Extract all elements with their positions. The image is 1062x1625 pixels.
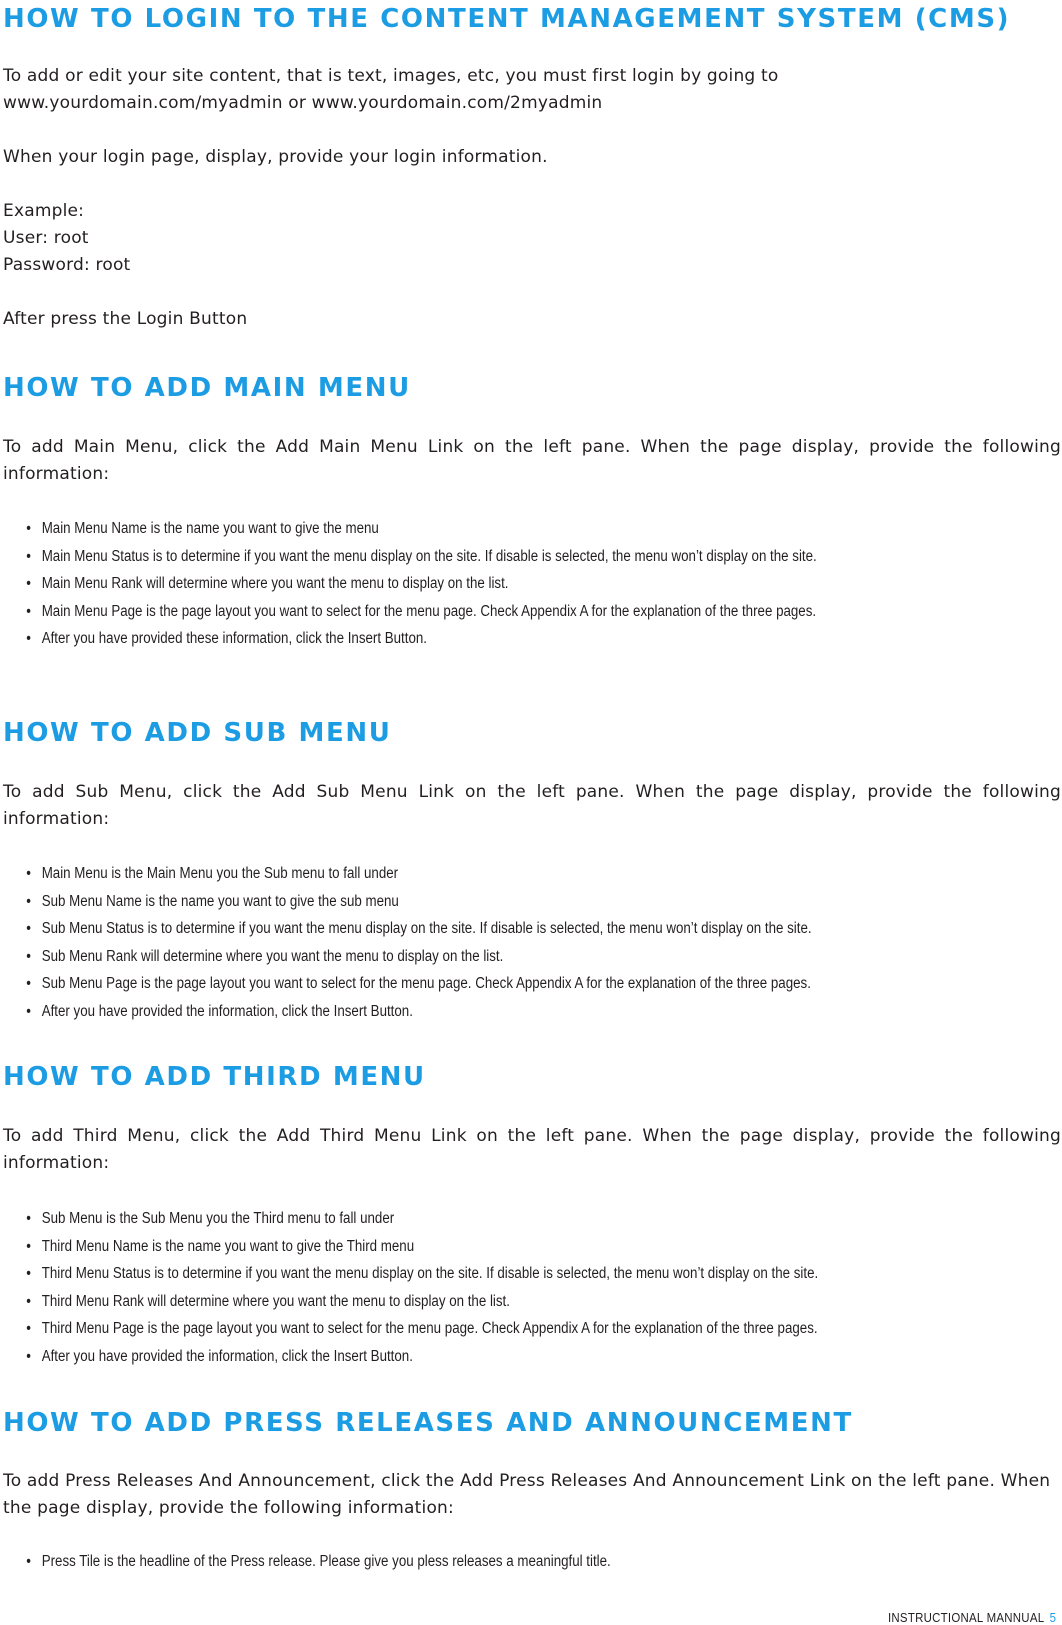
example-user: User: root (3, 228, 89, 248)
list-item: • After you have provided these information, click the Insert Button. (3, 625, 913, 653)
list-item: • Third Menu Name is the name you want to give the Third menu (3, 1233, 913, 1261)
heading-main-menu: HOW TO ADD MAIN MENU (3, 373, 411, 403)
list-item: • Sub Menu Rank will determine where you want the menu to display on the list. (3, 943, 913, 971)
list-item: • Main Menu Name is the name you want to give the menu (3, 515, 913, 543)
footer-label: INSTRUCTIONAL MANNUAL (887, 1610, 1045, 1625)
third-menu-intro: To add Third Menu, click the Add Third Menu Link on the left pane. When the page display, provide the following information: (3, 1126, 1061, 1173)
main-menu-bullet-list (3, 515, 1061, 653)
list-item: • After you have provided the information, click the Insert Button. (3, 1343, 913, 1371)
heading-login: HOW TO LOGIN TO THE CONTENT MANAGEMENT SYSTEM (CMS) (3, 4, 1011, 34)
list-item: • After you have provided the information, click the Insert Button. (3, 998, 913, 1026)
list-item: • Main Menu Page is the page layout you want to select for the menu page. Check Appendix A for the explanation of the three pages. (3, 598, 913, 626)
heading-press-releases: HOW TO ADD PRESS RELEASES AND ANNOUNCEMENT (3, 1408, 853, 1438)
page-footer (888, 1610, 1056, 1625)
list-item: • Main Menu Rank will determine where you want the menu to display on the list. (3, 570, 913, 598)
heading-sub-menu: HOW TO ADD SUB MENU (3, 718, 392, 748)
list-item: • Sub Menu Name is the name you want to give the sub menu (3, 888, 913, 916)
main-menu-intro: To add Main Menu, click the Add Main Menu Link on the left pane. When the page display, provide the following information: (3, 437, 1061, 484)
login-para1-line1: To add or edit your site content, that is text, images, etc, you must first login by going to (3, 66, 779, 86)
list-item: • Third Menu Page is the page layout you want to select for the menu page. Check Appendix A for the explanation of the three pages. (3, 1315, 913, 1343)
sub-menu-intro: To add Sub Menu, click the Add Sub Menu Link on the left pane. When the page display, provide the following information: (3, 782, 1061, 829)
sub-menu-bullet-list (3, 860, 1061, 1025)
login-para1-line2: www.yourdomain.com/myadmin or www.yourdomain.com/2myadmin (3, 93, 603, 113)
list-item: • Main Menu Status is to determine if you want the menu display on the site. If disable is selected, the menu won’t display on the site. (3, 543, 913, 571)
example-password: Password: root (3, 255, 131, 275)
list-item: • Third Menu Status is to determine if you want the menu display on the site. If disable is selected, the menu won’t display on the site. (3, 1260, 913, 1288)
example-label: Example: (3, 201, 85, 221)
login-after-line: After press the Login Button (3, 309, 248, 329)
list-item: • Main Menu is the Main Menu you the Sub menu to fall under (3, 860, 913, 888)
third-menu-bullet-list (3, 1205, 1061, 1370)
list-item: • Sub Menu Status is to determine if you want the menu display on the site. If disable is selected, the menu won’t display on the site. (3, 915, 913, 943)
list-item: • Sub Menu Page is the page layout you want to select for the menu page. Check Appendix A for the explanation of the three pages. (3, 970, 913, 998)
list-item: • Sub Menu is the Sub Menu you the Third menu to fall under (3, 1205, 913, 1233)
list-item: • Third Menu Rank will determine where you want the menu to display on the list. (3, 1288, 913, 1316)
press-bullet-list (3, 1548, 1061, 1576)
press-intro: To add Press Releases And Announcement, click the Add Press Releases And Announcement Link on the left pane. When the page display, provide the following information: (3, 1471, 1051, 1518)
login-para2: When your login page, display, provide your login information. (3, 147, 548, 167)
list-item: • Press Tile is the headline of the Press release. Please give you pless releases a meaningful title. (3, 1548, 913, 1576)
page-number: 5 (1049, 1610, 1056, 1625)
heading-third-menu: HOW TO ADD THIRD MENU (3, 1062, 426, 1092)
